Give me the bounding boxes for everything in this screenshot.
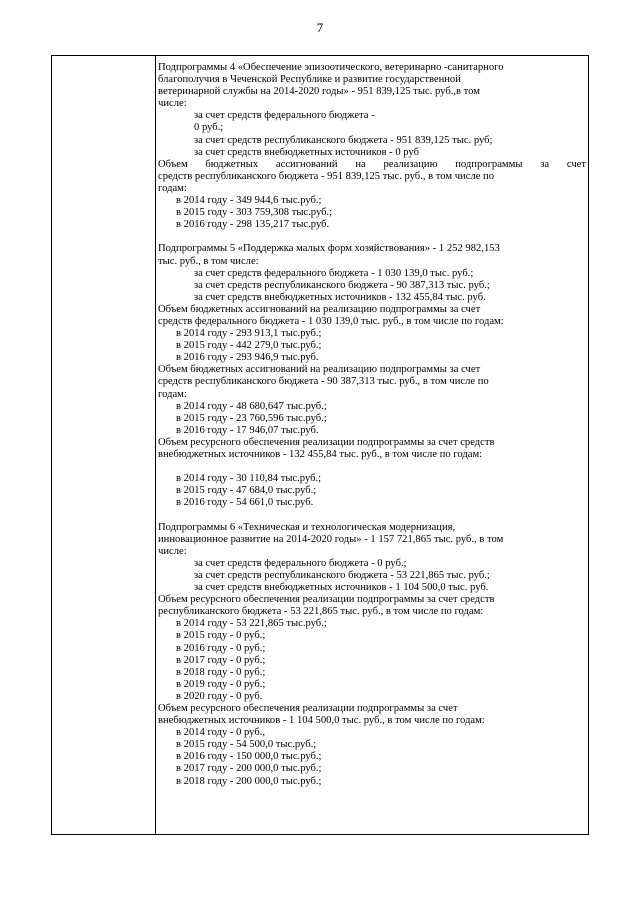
text-line: в 2020 году - 0 руб. (176, 690, 263, 702)
text-line: в 2015 году - 54 500,0 тыс.руб.; (176, 739, 317, 751)
text-line: в 2015 году - 442 279,0 тыс.руб.; (176, 340, 322, 352)
text-line: инновационное развитие на 2014-2020 годы» - 1 157 721,865 тыс. руб., в том (158, 533, 504, 545)
text-line: средств республиканского бюджета - 951 839,125 тыс. руб., в том числе по (158, 170, 495, 182)
text-line: за счет средств федерального бюджета - 1 030 139,0 тыс. руб.; (194, 267, 474, 279)
text-line: в 2015 году - 0 руб.; (176, 630, 266, 642)
text-line: средств республиканского бюджета - 90 387,313 тыс. руб., в том числе по (158, 376, 489, 388)
text-line: за счет средств внебюджетных источников - 132 455,84 тыс. руб. (194, 291, 486, 303)
document-table (51, 55, 589, 835)
text-line: в 2014 году - 53 221,865 тыс.руб.; (176, 618, 327, 630)
text-line: средств федерального бюджета - 1 030 139,0 тыс. руб., в том числе по годам: (158, 315, 504, 327)
text-line: Объем бюджетных ассигнований на реализацию подпрограммы за счет (158, 303, 481, 315)
text-line: за счет средств федерального бюджета - (194, 110, 375, 122)
text-line: в 2015 году - 303 759,308 тыс.руб.; (176, 207, 333, 219)
text-line: Объем ресурсного обеспечения реализации подпрограммы за счет средств (158, 594, 495, 606)
text-line: за счет средств внебюджетных источников - 1 104 500,0 тыс. руб. (194, 582, 489, 594)
text-line: в 2014 году - 0 руб., (176, 727, 266, 739)
text-line: в 2018 году - 0 руб.; (176, 666, 266, 678)
text-line: в 2017 году - 200 000,0 тыс.руб.; (176, 763, 322, 775)
text-line: числе: (158, 98, 187, 110)
table-content-cell (158, 62, 586, 788)
text-line: республиканского бюджета - 53 221,865 тыс. руб., в том числе по годам: (158, 606, 484, 618)
text-line: в 2018 году - 200 000,0 тыс.руб.; (176, 775, 322, 787)
text-line: ветеринарной службы на 2014-2020 годы» - 951 839,125 тыс. руб.,в том (158, 86, 480, 98)
page-number: 7 (316, 20, 324, 35)
text-line: в 2016 году - 293 946,9 тыс.руб. (176, 352, 319, 364)
text-line: Объем бюджетных ассигнований на реализацию подпрограммы за счет (158, 364, 481, 376)
text-line: за счет средств республиканского бюджета - 951 839,125 тыс. руб; (194, 134, 493, 146)
text-line: числе: (158, 545, 187, 557)
table-left-column (52, 56, 156, 834)
text-line: Подпрограммы 5 «Поддержка малых форм хозяйствования» - 1 252 982,153 (158, 243, 500, 255)
text-line: Объем ресурсного обеспечения реализации подпрограммы за счет средств (158, 436, 495, 448)
text-line: в 2014 году - 293 913,1 тыс.руб.; (176, 328, 322, 340)
text-line: за счет средств федерального бюджета - 0 руб.; (194, 557, 407, 569)
text-line: в 2016 году - 298 135,217 тыс.руб. (176, 219, 330, 231)
text-line: благополучия в Чеченской Республике и развитие государственной (158, 74, 461, 86)
text-line: Объем ресурсного обеспечения реализации подпрограммы за счет (158, 702, 458, 714)
text-line: в 2015 году - 47 684,0 тыс.руб.; (176, 485, 317, 497)
text-line: за счет средств республиканского бюджета - 90 387,313 тыс. руб.; (194, 279, 490, 291)
text-line: в 2017 году - 0 руб.; (176, 654, 266, 666)
text-line: внебюджетных источников - 132 455,84 тыс. руб., в том числе по годам: (158, 449, 483, 460)
text-line: годам: (158, 182, 187, 194)
text-line: Объем бюджетных ассигнований на реализацию подпрограммы за счет (158, 158, 586, 170)
text-line: Подпрограммы 6 «Техническая и технологическая модернизация, (158, 521, 456, 533)
text-line: в 2014 году - 30 110,84 тыс.руб.; (176, 473, 322, 485)
text-line: в 2016 году - 0 руб.; (176, 642, 266, 654)
text-line: тыс. руб., в том числе: (158, 255, 259, 267)
blank-line (158, 461, 586, 473)
text-line: 0 руб.; (194, 122, 224, 134)
text-line: внебюджетных источников - 1 104 500,0 тыс. руб., в том числе по годам: (158, 715, 485, 727)
text-line: в 2015 году - 23 760,596 тыс.руб.; (176, 412, 327, 424)
blank-line (158, 231, 586, 243)
text-line: в 2016 году - 54 661,0 тыс.руб. (176, 497, 314, 509)
text-line: за счет средств внебюджетных источников - 0 руб (194, 146, 419, 158)
blank-line (158, 509, 586, 521)
text-line: в 2014 году - 48 680,647 тыс.руб.; (176, 400, 327, 412)
text-line: за счет средств республиканского бюджета - 53 221,865 тыс. руб.; (194, 569, 490, 581)
text-line: годам: (158, 388, 187, 400)
text-line: в 2014 году - 349 944,6 тыс.руб.; (176, 195, 322, 207)
text-line: Подпрограммы 4 «Обеспечение эпизоотического, ветеринарно -санитарного (158, 62, 504, 73)
text-line: в 2016 году - 17 946,07 тыс.руб. (176, 424, 319, 436)
text-line: в 2019 году - 0 руб.; (176, 678, 266, 690)
text-line: в 2016 году - 150 000,0 тыс.руб.; (176, 751, 322, 763)
